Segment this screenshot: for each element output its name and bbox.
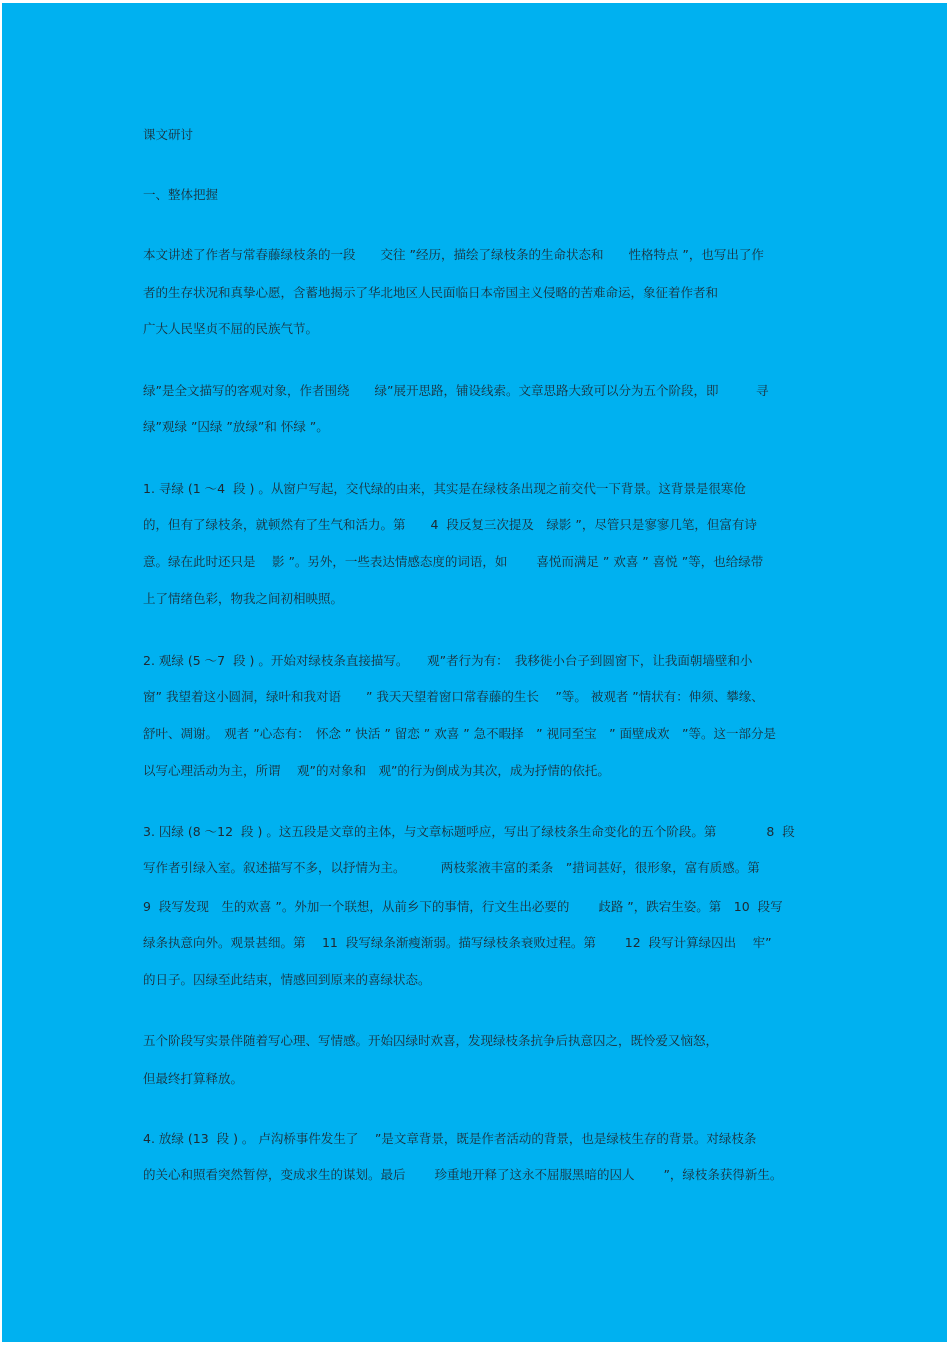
- text-line: 的日子。囚绿至此结束，情感回到原来的喜绿状态。: [143, 972, 431, 987]
- text-line: 但最终打算释放。: [143, 1071, 244, 1086]
- document-title: 课文研讨: [143, 127, 194, 142]
- text-line: 五个阶段写实景伴随着写心理、写情感。开始囚绿时欢喜，发现绿枝条抗争后执意囚之，既怜爱又恼怒，: [143, 1033, 719, 1048]
- text-line: 3. 囚绿 (8 ～12 段 ) 。这五段是文章的主体，与文章标题呼应，写出了绿枝条生命变化的五个阶段。第 8 段: [143, 824, 795, 839]
- text-line: 以写心理活动为主，所谓 观”的对象和 观”的行为倒成为其次，成为抒情的依托。: [143, 763, 610, 778]
- text-line: 窗” 我望着这小圆洞，绿叶和我对语 ” 我天天望着窗口常春藤的生长 ”等。 被观者 ”情状有：伸须、攀缘、: [143, 689, 764, 704]
- text-line: 绿条执意向外。观景甚细。第 11 段写绿条渐瘦渐弱。描写绿枝条衰败过程。第 12 段写计算绿囚出 牢”: [143, 935, 772, 950]
- text-line: 绿”观绿 ”囚绿 ”放绿”和 怀绿 ”。: [143, 419, 329, 434]
- text-line: 广大人民坚贞不屈的民族气节。: [143, 321, 319, 336]
- document-page: [2, 3, 947, 1342]
- text-line: 1. 寻绿 (1 ～4 段 ) 。从窗户写起，交代绿的由来，其实是在绿枝条出现之前交代一下背景。这背景是很寒伧: [143, 481, 746, 496]
- section-heading: 一、整体把握: [143, 187, 219, 202]
- text-line: 意。绿在此时还只是 影 ”。另外，一些表达情感态度的词语，如 喜悦而满足 ” 欢喜 ” 喜悦 ”等，也给绿带: [143, 554, 764, 569]
- text-line: 写作者引绿入室。叙述描写不多，以抒情为主。 两枝浆液丰富的柔条 ”措词甚好，很形象，富有质感。第: [143, 860, 760, 875]
- text-line: 的关心和照看突然暂停，变成求生的谋划。最后 珍重地开释了这永不屈服黑暗的囚人 ”，绿枝条获得新生。: [143, 1167, 783, 1182]
- text-line: 者的生存状况和真挚心愿，含蓄地揭示了华北地区人民面临日本帝国主义侵略的苦难命运，象征着作者和: [143, 285, 719, 300]
- text-line: 2. 观绿 (5 ～7 段 ) 。开始对绿枝条直接描写。 观”者行为有： 我移徙小台子到圆窗下，让我面朝墙壁和小: [143, 653, 753, 668]
- text-line: 9 段写发现 生的欢喜 ”。外加一个联想，从前乡下的事情，行文生出必要的 歧路 ”，跌宕生姿。第 10 段写: [143, 899, 783, 914]
- text-line: 绿”是全文描写的客观对象，作者围绕 绿”展开思路，铺设线索。文章思路大致可以分为五个阶段，即 寻: [143, 383, 769, 398]
- text-line: 的，但有了绿枝条，就顿然有了生气和活力。第 4 段反复三次提及 绿影 ”，尽管只是寥寥几笔，但富有诗: [143, 517, 757, 532]
- text-line: 4. 放绿 (13 段 ) 。 卢沟桥事件发生了 ”是文章背景，既是作者活动的背景，也是绿枝生存的背景。对绿枝条: [143, 1131, 757, 1146]
- text-line: 上了情绪色彩，物我之间初相映照。: [143, 591, 344, 606]
- text-line: 本文讲述了作者与常春藤绿枝条的一段 交往 ”经历，描绘了绿枝条的生命状态和 性格特点 ”，也写出了作: [143, 247, 764, 262]
- text-line: 舒叶、凋谢。 观者 ”心态有： 怀念 ” 快活 ” 留恋 ” 欢喜 ” 急不暇择 ” 视同至宝 ” 面壁成欢 ”等。这一部分是: [143, 726, 777, 741]
